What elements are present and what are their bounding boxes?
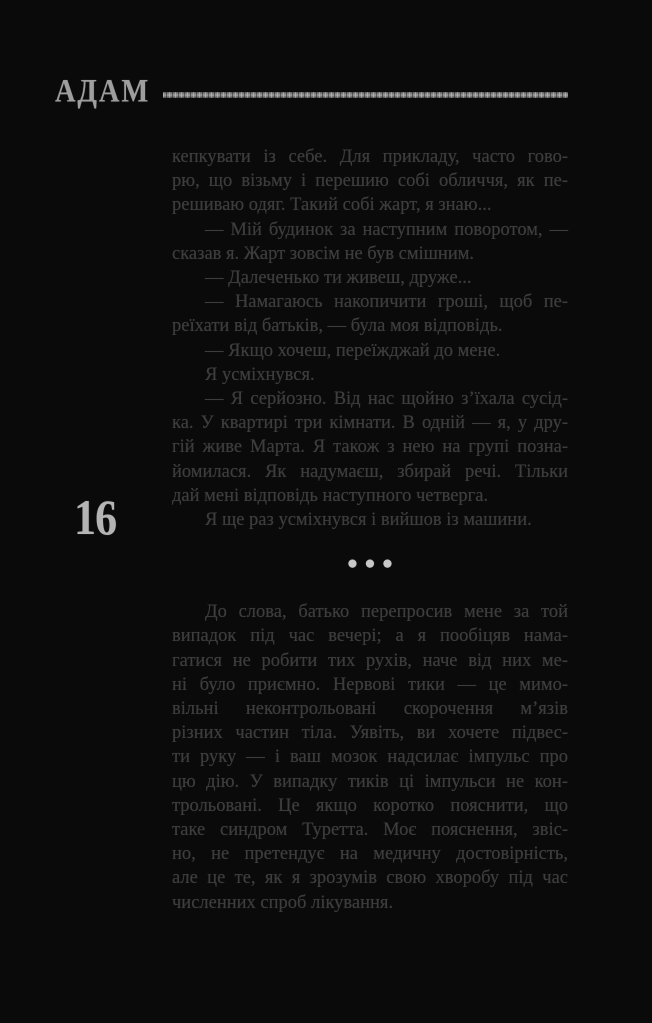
- text-line: сказав я. Жарт зовсім не був смішним.: [172, 243, 475, 264]
- text-line: ка. У квартирі три кімнати. В одній — я, у дру-: [172, 413, 568, 434]
- text-line: вільні неконтрольовані скорочення м’язів: [172, 699, 568, 720]
- text-line: Я усміхнувся.: [205, 364, 315, 385]
- text-line: різних частин тіла. Уявіть, ви хочете підвес-: [172, 723, 568, 744]
- text-line: решиваю одяг. Такий собі жарт, я знаю...: [172, 195, 492, 216]
- text-line: но, не претендує на медичну достовірність,: [172, 844, 568, 865]
- text-line: ти руку — і ваш мозок надсилає імпульс про: [172, 747, 568, 768]
- text-line: таке синдром Туретта. Моє пояснення, звіс-: [172, 820, 568, 841]
- text-line: йомилася. Як надумаєш, збирай речі. Тільки: [172, 461, 568, 482]
- text-line: — Якщо хочеш, переїжджай до мене.: [205, 340, 501, 361]
- header-divider: [163, 92, 568, 98]
- text-line: гій живе Марта. Я також з нею на групі позна-: [172, 437, 568, 458]
- page-number: 16: [74, 489, 117, 545]
- text-line: кепкувати із себе. Для прикладу, часто гово-: [172, 147, 568, 167]
- text-line: трольовані. Це якщо коротко пояснити, що: [172, 795, 568, 816]
- text-line: цю дію. У випадку тиків ці імпульси не кон-: [172, 771, 568, 792]
- text-line: реїхати від батьків, — була моя відповідь.: [172, 316, 503, 337]
- text-line: випадок під час вечері; а я пообіцяв нама-: [172, 626, 568, 647]
- text-line: рю, що візьму і перешию собі обличчя, як пе-: [172, 171, 568, 192]
- section-separator-dots: ●●●: [346, 553, 400, 575]
- text-line: — Я серйозно. Від нас щойно з’їхала сусід-: [205, 389, 568, 410]
- text-line: але це те, як я зрозумів свою хворобу під час: [172, 868, 568, 889]
- text-line: гатися не робити тих рухів, наче від них ме-: [172, 650, 568, 671]
- text-column: [172, 145, 568, 915]
- page-title: АДАМ: [55, 72, 151, 109]
- text-line: дай мені відповідь наступного четверга.: [172, 485, 489, 506]
- text-line: ні було приємно. Нервові тики — це мимо-: [172, 674, 568, 695]
- text-line: — Мій будинок за наступним поворотом, —: [205, 219, 568, 240]
- text-line: До слова, батько перепросив мене за той: [205, 602, 568, 623]
- text-line: — Намагаюсь накопичити гроші, щоб пе-: [205, 292, 568, 313]
- text-line: Я ще раз усміхнувся і вийшов із машини.: [205, 510, 532, 531]
- text-line: — Далеченько ти живеш, друже...: [205, 268, 472, 289]
- text-line: численних спроб лікування.: [172, 892, 394, 913]
